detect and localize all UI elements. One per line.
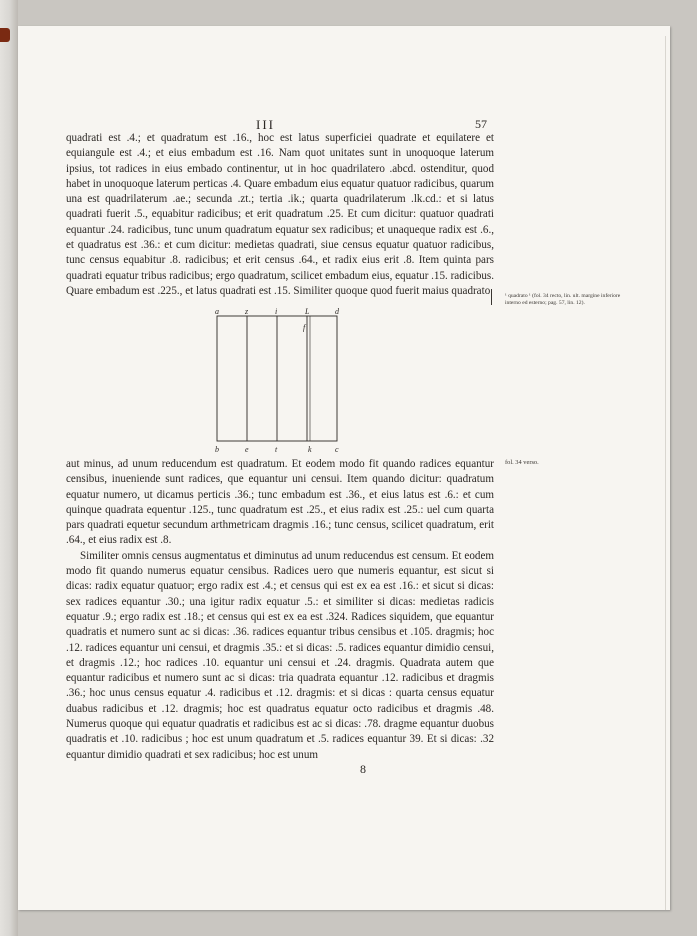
side-note: ¹ quadrato ¹ (fol. 34 recto, lin. ult. margine inferiore interno ed esterno; pag. 57, lin. 12). [505,293,621,306]
book-binding [0,0,18,936]
note-marker [491,289,492,305]
point-label: b [215,445,219,454]
paragraph: quadrati est .4.; et quadratum est .16., hoc est latus superficiei quadrate et equilatere et equiangule est .4.; et eius embadum est .16. Nam quot unitates sunt in unoquoque laterum ipsius, tot radices in eius embado continentur, ut in hoc quadrilatero .abcd. ostenditur, quod habet in unoquoque laterum perticas .4. Quare embadum eius equatur quatuor radicibus, quarum una est quadrilaterum .ae.; secunda .zt.; tertia .ik.; quarta quadrilaterum .lk.cd.: et si latus quadrati fuerit .5., equabitur radicibus; et erit quadratum .25. Et cum dicitur: quatuor quadrati equantur .24. radicibus, tunc unum quadratum equatur sex radicibus; et unaqueque radix est .6., et quadratus est .36.: et cum dicitur: medietas quadrati, siue census equatur quatuor radicibus, tunc census equabitur .8. radicibus; et erit census .64., et radix eius erit .8. Item quinta pars quadrati equatur tribus radicibus; ergo quadratum, scilicet embadum eius, equatur .15. radicibus. Quare embadum est .225., et latus quadrati est .15. Similiter quoque quod fuerit maius quadrato [66,132,495,297]
square-diagram [210,305,350,455]
page-number: 57 [475,117,487,131]
point-label: c [335,445,339,454]
signature-mark: III [256,117,275,132]
folio-number: 8 [360,762,366,776]
point-label: L [305,307,310,316]
bookmark-mark [0,28,10,42]
paragraph: Similiter omnis census augmentatus et diminutus ad unum reducendus est censum. Et eodem modo fit quando numerus equatur censibus. Radices uero que numeris equantur, est sicut si dicas: radix equatur quatuor; ergo radix est .4.; et census qui est ex ea est .16.: et sicut si dicas: sex radices equantur .30.; una igitur radix equatur .5.: et similiter si dicas: medietas radicis equatur .9.; ergo radix est .18.; et census qui est ex ea est .324. Radices siquidem, que equantur quadratis et numero sunt ac si dicas: .36. radices equantur tribus censibus et .105. dragmis; hoc .12. radices equantur uni censui, et dragmis .35.: et si dicas: .5. radices equantur dimidio censui, et dragmis .12.; hoc radices .10. equantur uni censui et .24. dragmis. Quadrata autem que equantur radicibus et numero sunt ac si dicas: tria quadrata equantur .12. radicibus et dragmis .36.; hoc unus census equatur .4. radicibus et .12. dragmis: et si dicas : quarta census equatur duabus radicibus et .12. dragmis; hoc est quadratus equatur octo radicibus et dragmis .48. Numerus quoque qui equatur quadratis et radicibus est ac si dicas: .78. dragme equantur duobus quadratis et .10. radicibus ; hoc est unum quadratum et .5. radices equantur 39. Et si dicas: .32 equantur dimidio quadrati et sex radicibus; hoc est unum [66,549,494,761]
point-label: f [303,323,306,332]
point-label: i [275,307,278,316]
point-label: e [245,445,249,454]
paragraph: aut minus, ad unum reducendum est quadratum. Et eodem modo fit quando radices equantur censibus, inueniende sunt radices, que equantur uni censui. Item quando dicitur: quadratum equatur numero, ut dicamus perticis .36.; tunc embadum est .36., et eius latus est .6.: et cum quinque quadrata equentur .125., tunc quadratum est .25., et eius radix est .25.: uel cum quarta pars quadrati equetur secundum arthmetricam dragmis .16.; tunc census, scilicet quadratum, erit .64., et eius radix est .8. [66,458,494,547]
point-label: t [275,445,278,454]
body-text-top [66,131,494,299]
point-label: a [215,307,219,316]
point-label: d [335,307,339,316]
side-note: fol. 34 verso. [505,459,539,466]
point-label: k [308,445,312,454]
point-label: z [245,307,249,316]
body-text-main [66,457,494,763]
